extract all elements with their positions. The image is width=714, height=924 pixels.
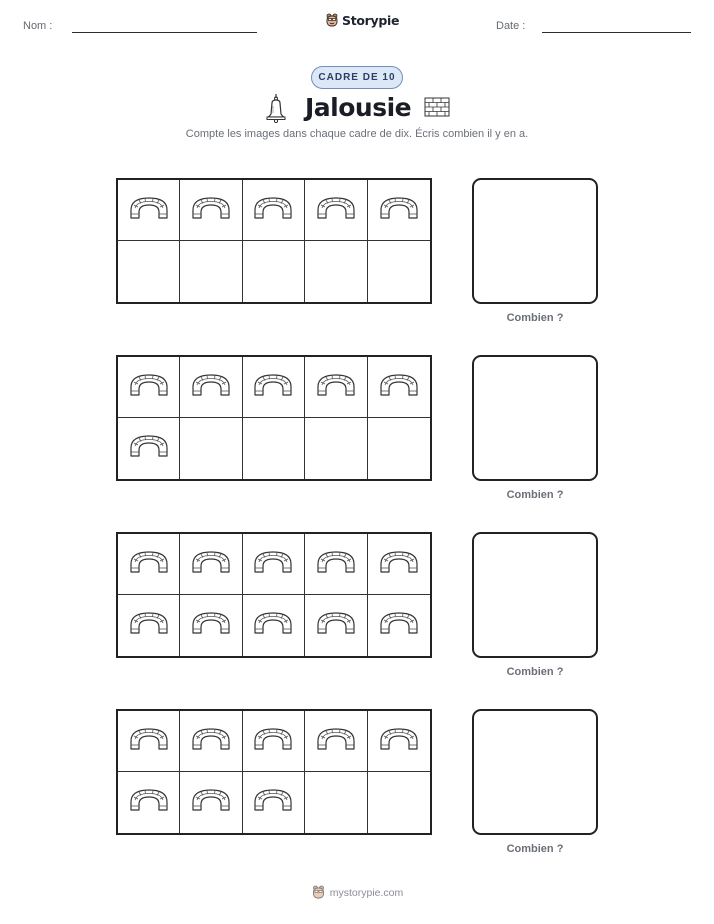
frame-cell — [368, 418, 430, 479]
ten-frame-1 — [116, 178, 432, 304]
frame-cell — [243, 772, 305, 833]
stone-arch-bridge-icon — [191, 788, 231, 817]
stone-arch-bridge-icon — [379, 727, 419, 756]
stone-arch-bridge-icon — [191, 611, 231, 640]
frame-cell — [118, 241, 180, 302]
frame-cell — [368, 357, 430, 418]
brick-wall-icon — [424, 97, 450, 117]
frame-cell — [180, 772, 242, 833]
stone-arch-bridge-icon — [316, 373, 356, 402]
stone-arch-bridge-icon — [253, 788, 293, 817]
frame-cell — [180, 357, 242, 418]
title-row — [0, 92, 714, 124]
stone-arch-bridge-icon — [191, 196, 231, 225]
brand-logo — [325, 13, 399, 28]
frame-cell — [243, 241, 305, 302]
frame-cell — [118, 357, 180, 418]
name-line[interactable] — [72, 32, 257, 33]
answer-box-1[interactable] — [472, 178, 598, 304]
storypie-mascot-icon — [325, 13, 339, 28]
stone-arch-bridge-icon — [191, 550, 231, 579]
frame-cell — [118, 595, 180, 656]
frame-cell — [243, 711, 305, 772]
frame-cell — [368, 534, 430, 595]
frame-cell — [305, 180, 367, 241]
frame-cell — [180, 534, 242, 595]
answer-label-1: Combien ? — [506, 312, 564, 324]
stone-arch-bridge-icon — [316, 196, 356, 225]
frame-cell — [368, 711, 430, 772]
frame-cell — [305, 357, 367, 418]
answer-label-4: Combien ? — [506, 843, 564, 855]
stone-arch-bridge-icon — [253, 196, 293, 225]
instructions: Compte les images dans chaque cadre de dix. Écris combien il y en a. — [185, 128, 529, 140]
stone-arch-bridge-icon — [379, 373, 419, 402]
stone-arch-bridge-icon — [316, 727, 356, 756]
answer-box-4[interactable] — [472, 709, 598, 835]
bell-icon — [265, 93, 287, 123]
stone-arch-bridge-icon — [379, 196, 419, 225]
frame-cell — [180, 180, 242, 241]
frame-cell — [305, 418, 367, 479]
worksheet-type-badge: CADRE DE 10 — [311, 66, 403, 89]
frame-cell — [368, 595, 430, 656]
stone-arch-bridge-icon — [253, 373, 293, 402]
frame-cell — [180, 595, 242, 656]
stone-arch-bridge-icon — [316, 550, 356, 579]
frame-cell — [368, 241, 430, 302]
frame-cell — [118, 180, 180, 241]
date-label: Date : — [496, 20, 526, 32]
stone-arch-bridge-icon — [129, 727, 169, 756]
frame-cell — [118, 772, 180, 833]
name-label: Nom : — [23, 20, 53, 32]
frame-cell — [243, 418, 305, 479]
answer-label-3: Combien ? — [506, 666, 564, 678]
frame-cell — [118, 534, 180, 595]
stone-arch-bridge-icon — [129, 611, 169, 640]
footer — [0, 885, 714, 900]
stone-arch-bridge-icon — [129, 434, 169, 463]
stone-arch-bridge-icon — [253, 727, 293, 756]
frame-cell — [243, 595, 305, 656]
frame-cell — [118, 711, 180, 772]
stone-arch-bridge-icon — [191, 373, 231, 402]
frame-cell — [305, 534, 367, 595]
frame-cell — [243, 534, 305, 595]
stone-arch-bridge-icon — [129, 373, 169, 402]
date-line[interactable] — [542, 32, 691, 33]
frame-cell — [180, 418, 242, 479]
frame-cell — [305, 241, 367, 302]
ten-frame-2 — [116, 355, 432, 481]
answer-box-2[interactable] — [472, 355, 598, 481]
frame-cell — [243, 180, 305, 241]
ten-frame-3 — [116, 532, 432, 658]
stone-arch-bridge-icon — [316, 611, 356, 640]
frame-cell — [305, 711, 367, 772]
stone-arch-bridge-icon — [379, 611, 419, 640]
ten-frame-4 — [116, 709, 432, 835]
answer-label-2: Combien ? — [506, 489, 564, 501]
frame-cell — [180, 241, 242, 302]
stone-arch-bridge-icon — [191, 727, 231, 756]
footer-url: mystorypie.com — [329, 886, 404, 899]
page-title: Jalousie — [305, 93, 412, 122]
stone-arch-bridge-icon — [379, 550, 419, 579]
stone-arch-bridge-icon — [129, 788, 169, 817]
answer-box-3[interactable] — [472, 532, 598, 658]
frame-cell — [305, 595, 367, 656]
frame-cell — [368, 772, 430, 833]
storypie-mascot-icon — [311, 885, 326, 900]
frame-cell — [368, 180, 430, 241]
brand-name: Storypie — [342, 13, 400, 28]
stone-arch-bridge-icon — [253, 611, 293, 640]
frame-cell — [180, 711, 242, 772]
stone-arch-bridge-icon — [129, 550, 169, 579]
stone-arch-bridge-icon — [129, 196, 169, 225]
frame-cell — [305, 772, 367, 833]
frame-cell — [243, 357, 305, 418]
stone-arch-bridge-icon — [253, 550, 293, 579]
frame-cell — [118, 418, 180, 479]
